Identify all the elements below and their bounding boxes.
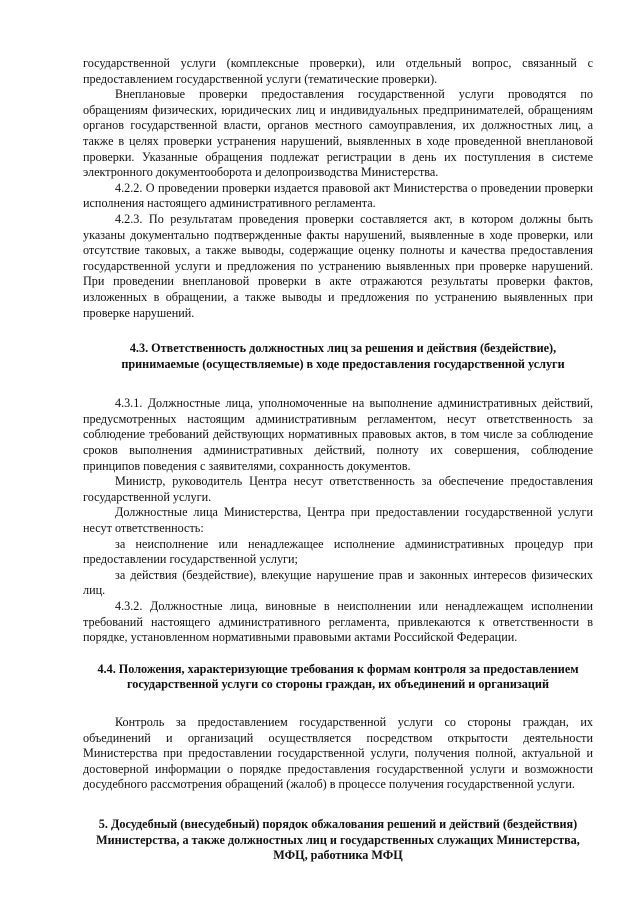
paragraph: Должностные лица Министерства, Центра при предоставлении государственной услуги несут ответственность: [83,505,593,536]
document-page [83,56,593,864]
section-heading-4-3: 4.3. Ответственность должностных лиц за решения и действия (бездействие), принимаемые (осуществляемые) в ходе предоставления государственной услуги [121,341,565,371]
paragraph: 4.2.2. О проведении проверки издается правовой акт Министерства о проведении проверки исполнения настоящего административного регламента. [83,180,593,211]
paragraph: Внеплановые проверки предоставления государственной услуги проводятся по обращениям физических, юридических лиц и индивидуальных предпринимателей, обращениям органов государственной власти, органов местного самоуправления, их должностных лиц, а также в целях проверки устранения нарушений, выявленных в ходе проведенной внеплановой проверки. Указанные обращения подлежат регистрации в день их поступления в системе электронного документооборота и делопроизводства Министерства. [83,87,593,180]
paragraph: 4.3.2. Должностные лица, виновные в неисполнении или ненадлежащем исполнении требований настоящего административного регламента, привлекаются к ответственности в порядке, установленном нормативными правовыми актами Российской Федерации. [83,599,593,645]
paragraph: Министр, руководитель Центра несут ответственность за обеспечение предоставления государственной услуги. [83,474,593,504]
paragraph: 4.2.3. По результатам проведения проверки составляется акт, в котором должны быть указаны документально подтвержденные факты нарушений, выявленные в ходе проверки, или отсутствие таковых, а также выводы, содержащие оценку полноты и качества предоставления государственной услуги и предложения по устранению выявленных при проверке нарушений. При проведении внеплановой проверки в акте отражаются результаты проверки фактов, изложенных в обращении, а также выводы и предложения по устранению выявленных при проверке нарушений. [83,211,593,320]
section-heading-4-4: 4.4. Положения, характеризующие требования к формам контроля за предоставлением государственной услуги со стороны граждан, их объединений и организаций [97,661,579,692]
paragraph: 4.3.1. Должностные лица, уполномоченные на выполнение административных действий, предусмотренных настоящим административным регламентом, несут ответственность за соблюдение требований действующих нормативных правовых актов, в том числе за соблюдение сроков выполнения административных действий, полноту их совершения, соблюдение принципов поведения с заявителями, сохранность документов. [83,396,593,473]
paragraph: за действия (бездействие), влекущие нарушение прав и законных интересов физических лиц. [83,567,593,598]
section-heading-5: 5. Досудебный (внесудебный) порядок обжалования решений и действий (бездействия) Министерства, а также должностных лиц и государственных служащих Министерства, МФЦ, работника МФЦ [96,816,580,863]
paragraph: государственной услуги (комплексные проверки), или отдельный вопрос, связанный с предоставлением государственной услуги (тематические проверки). [83,56,593,86]
paragraph: Контроль за предоставлением государственной услуги со стороны граждан, их объединений и организаций осуществляется посредством открытости деятельности Министерства при предоставлении государственной услуги, получения полной, актуальной и достоверной информации о порядке предоставления государственной услуги и возможности досудебного рассмотрения обращений (жалоб) в процессе получения государственной услуги. [83,714,593,792]
paragraph: за неисполнение или ненадлежащее исполнение административных процедур при предоставлении государственной услуги; [83,536,593,567]
